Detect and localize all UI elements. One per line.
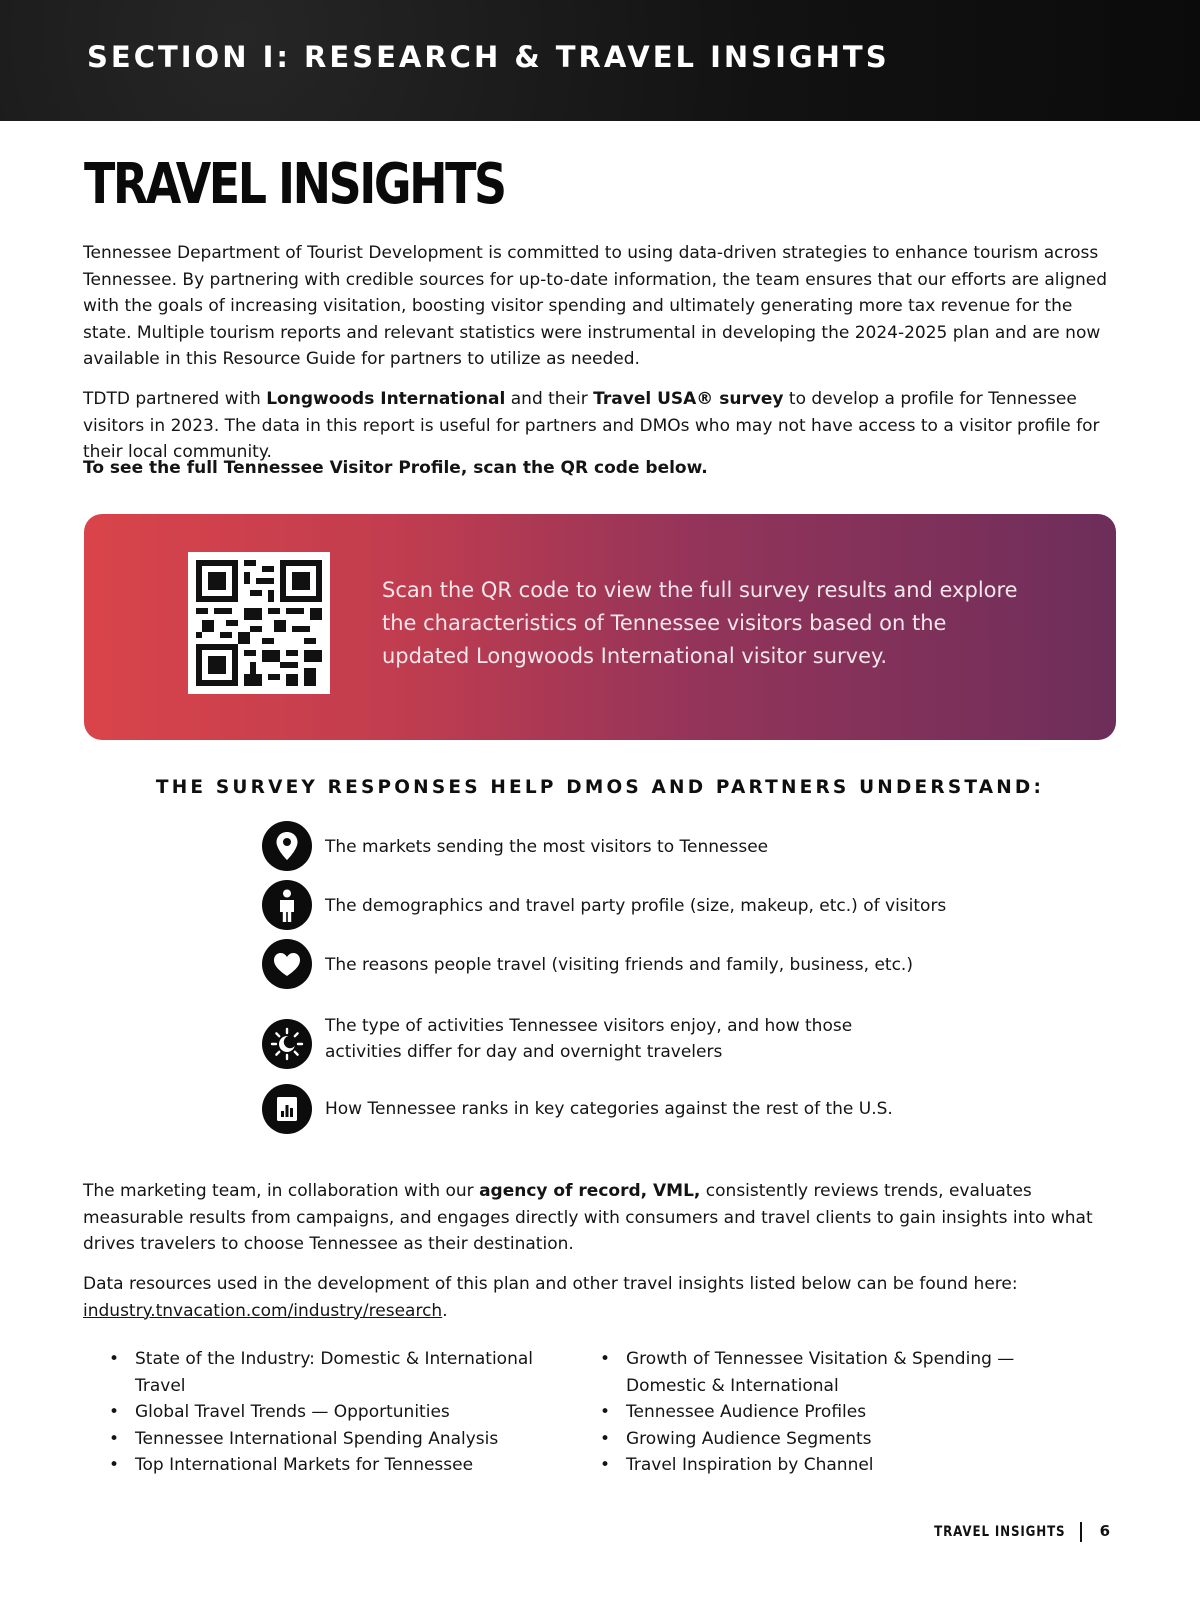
list-item: • Global Travel Trends — Opportunities: [109, 1399, 579, 1426]
list-item: • Tennessee Audience Profiles: [600, 1399, 1020, 1426]
footer-divider: [1080, 1522, 1082, 1542]
page-title: TRAVEL INSIGHTS: [84, 152, 505, 217]
heart-icon: [262, 939, 312, 989]
page-number: 6: [1099, 1522, 1110, 1540]
marketing-paragraph: [83, 1178, 1118, 1258]
resource-list-left: [109, 1346, 579, 1479]
intro-paragraph-1: Tennessee Department of Tourist Development is committed to using data-driven strategies to enhance tourism across Tennessee. By partnering with credible sources for up-to-date information, the team ensures that our efforts are aligned with the goals of increasing visitation, boosting visitor spending and ultimately generating more tax revenue for the state. Multiple tourism reports and relevant statistics were instrumental in developing the 2024-2025 plan and are now available in this Resource Guide for partners to utilize as needed.: [83, 243, 1108, 369]
qr-banner: [84, 514, 1116, 740]
intro-text: TDTD partnered with: [83, 389, 267, 409]
list-item: • Tennessee International Spending Analysis: [109, 1426, 579, 1453]
intro-text: and their: [505, 389, 594, 409]
intro-text: to develop a profile for Tennessee visitors in 2023. The data in this report is useful for partners and DMOs who may not have access to a visitor profile for their local community.: [83, 389, 1100, 462]
intro-paragraph-2: [83, 386, 1118, 466]
survey-item-text: How Tennessee ranks in key categories against the rest of the U.S.: [325, 1099, 893, 1119]
marketing-text: The marketing team, in collaboration with our: [83, 1181, 480, 1201]
survey-item-text: The markets sending the most visitors to Tennessee: [325, 837, 769, 857]
survey-item-text: [325, 1013, 852, 1065]
list-item: • Top International Markets for Tennessee: [109, 1452, 579, 1479]
longwoods-bold: Longwoods International: [266, 389, 506, 409]
qr-banner-text: Scan the QR code to view the full survey results and explore the characteristics of Tennessee visitors based on the updated Longwoods International visitor survey.: [382, 578, 1018, 668]
resources-text: Data resources used in the development of this plan and other travel insights listed below can be found here:: [83, 1274, 1018, 1294]
sun-moon-icon: [262, 1019, 312, 1069]
survey-item-line-1: The type of activities Tennessee visitors enjoy, and how those: [325, 1016, 853, 1036]
section-header-band: [0, 0, 1200, 121]
survey-item-line-2: activities differ for day and overnight travelers: [325, 1042, 723, 1062]
bar-chart-icon: [262, 1084, 312, 1134]
marketing-text: consistently reviews trends, evaluates measurable results from campaigns, and engages directly with consumers and travel clients to gain insights into what drives travelers to choose Tennessee as their destination.: [83, 1181, 1093, 1254]
page-footer: [0, 1522, 1110, 1542]
list-item: • Travel Inspiration by Channel: [600, 1452, 1020, 1479]
qr-note: To see the full Tennessee Visitor Profile, scan the QR code below.: [83, 458, 708, 478]
person-icon: [262, 880, 312, 930]
list-item: • Growth of Tennessee Visitation & Spending — Domestic & International: [600, 1346, 1020, 1399]
footer-label: TRAVEL INSIGHTS: [934, 1524, 1066, 1540]
list-item: • State of the Industry: Domestic & International Travel: [109, 1346, 579, 1399]
survey-heading: THE SURVEY RESPONSES HELP DMOS AND PARTNERS UNDERSTAND:: [155, 777, 1045, 798]
list-item: • Growing Audience Segments: [600, 1426, 1020, 1453]
resources-paragraph: [83, 1271, 1118, 1324]
survey-item-text: The demographics and travel party profile (size, makeup, etc.) of visitors: [325, 896, 947, 916]
travel-usa-bold: Travel USA® survey: [593, 389, 784, 409]
resource-list-right: [600, 1346, 1020, 1479]
map-pin-icon: [262, 821, 312, 871]
qr-code-icon[interactable]: [188, 552, 330, 694]
research-link[interactable]: industry.tnvacation.com/industry/research: [83, 1300, 443, 1321]
survey-item-text: The reasons people travel (visiting friends and family, business, etc.): [325, 955, 913, 975]
link-suffix: .: [442, 1300, 448, 1321]
section-title: SECTION I: RESEARCH & TRAVEL INSIGHTS: [87, 40, 890, 74]
agency-bold: agency of record, VML,: [479, 1181, 701, 1201]
